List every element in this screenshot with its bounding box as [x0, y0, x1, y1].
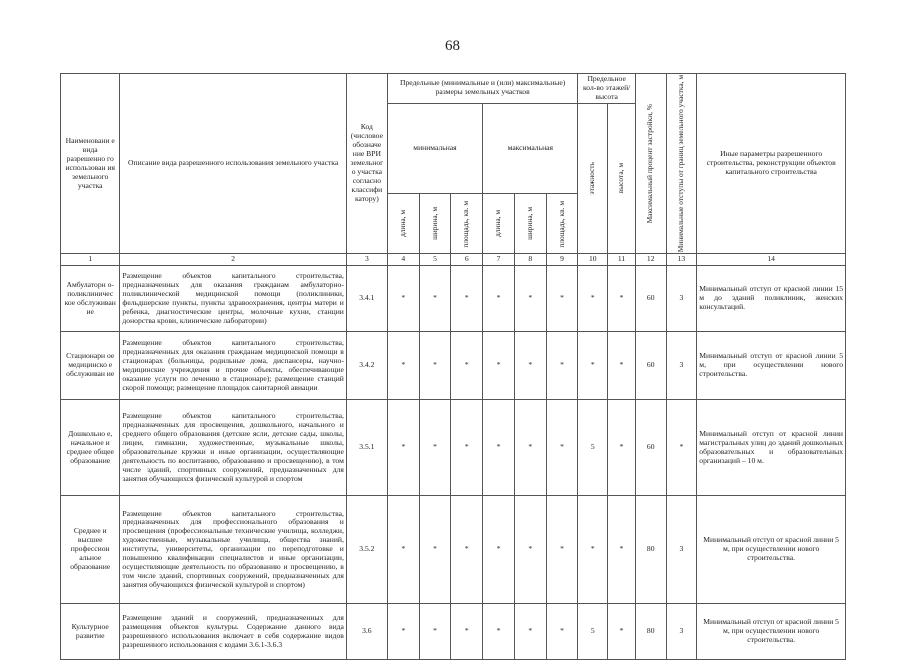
- use-name: Дошкольно е, начальное и среднее общее образование: [61, 400, 120, 496]
- header-maximum: максимальная: [483, 103, 578, 193]
- max-area-cell: *: [546, 266, 578, 332]
- use-code: 3.4.1: [346, 266, 387, 332]
- header-plot-sizes: Предельные (минимальные и (или) максимальные) размеры земельных участков: [387, 74, 578, 104]
- max-length-cell: *: [483, 400, 515, 496]
- max-area-cell: *: [546, 604, 578, 660]
- header-name: Наименовани е вида разрешенно го использован ия земельного участка: [61, 74, 120, 254]
- use-description: Размещение объектов капитального строительства, предназначенных для профессионального образования и просвещения (профессиональные технические училища, колледжи, художественные, музыкальные училища, общества знаний, институты, университеты, организации по переподготовке и повышению квалификации специалистов и иные организации, осуществляющие деятельность по образованию и просвещению, в том числе зданий, спортивных сооружений, предназначенных для занятия обучающихся физической культурой и спортом): [120, 496, 346, 604]
- min-length-cell: *: [387, 400, 419, 496]
- header-max-length: длина, м: [483, 194, 515, 254]
- min-area-cell: *: [451, 332, 483, 400]
- use-code: 3.5.1: [346, 400, 387, 496]
- use-description: Размещение зданий и сооружений, предназначенных для размещения объектов культуры. Содержание данного вида разрешенного использования включает в себя содержание видов разрешенного использования с кодами 3.6.1-3.6.3: [120, 604, 346, 660]
- min-length-cell: *: [387, 604, 419, 660]
- header-min-length: длина, м: [387, 194, 419, 254]
- min-area-cell: *: [451, 266, 483, 332]
- header-storeys: этажность: [578, 103, 608, 253]
- column-number: 14: [697, 254, 846, 266]
- coverage-cell: 60: [635, 266, 666, 332]
- column-number: 13: [666, 254, 697, 266]
- use-description: Размещение объектов капитального строительства, предназначенных для оказания гражданам амбулаторно-поликлинической медицинской помощи (поликлиники, фельдшерские пункты, пункты здравоохранения, центры матери и ребенка, диагностические центры, молочные кухни, станции донорства крови, клинические лаборатории): [120, 266, 346, 332]
- max-length-cell: *: [483, 604, 515, 660]
- other-params-cell: Минимальный отступ от красной линии 5 м, при осуществлении нового строительства.: [697, 496, 846, 604]
- storeys-cell: 5: [578, 604, 608, 660]
- table-row: [61, 400, 846, 496]
- header-description: Описание вида разрешенного использования земельного участка: [120, 74, 346, 254]
- use-name: Среднее и высшее профессион альное образование: [61, 496, 120, 604]
- header-setback: Минимальные отступы от границ земельного участка, м: [666, 74, 697, 254]
- setback-cell: 3: [666, 266, 697, 332]
- max-length-cell: *: [483, 496, 515, 604]
- use-name: Стационарн ое медицинско е обслуживан ие: [61, 332, 120, 400]
- column-number: 2: [120, 254, 346, 266]
- header-code: Код (числовое обозначе ние ВРИ земельног о участка согласно классифи катору): [346, 74, 387, 254]
- height-cell: *: [608, 332, 636, 400]
- use-name: Амбулаторн о- поликлиничес кое обслуживан ие: [61, 266, 120, 332]
- other-params-cell: Минимальный отступ от красной линии 5 м, при осуществлении нового строительства.: [697, 332, 846, 400]
- height-cell: *: [608, 604, 636, 660]
- header-other: Иные параметры разрешенного строительства, реконструкции объектов капитального строительства: [697, 74, 846, 254]
- header-max-area: площадь, кв. м: [546, 194, 578, 254]
- height-cell: *: [608, 496, 636, 604]
- page-number: 68: [445, 38, 460, 54]
- min-area-cell: *: [451, 496, 483, 604]
- other-params-cell: Минимальный отступ от красной линии 15 м до зданий поликлиник, женских консультаций.: [697, 266, 846, 332]
- header-max-width: ширина, м: [514, 194, 546, 254]
- storeys-cell: 5: [578, 400, 608, 496]
- column-number: 9: [546, 254, 578, 266]
- max-area-cell: *: [546, 496, 578, 604]
- table-row: [61, 496, 846, 604]
- storeys-cell: *: [578, 266, 608, 332]
- coverage-cell: 60: [635, 400, 666, 496]
- max-width-cell: *: [514, 400, 546, 496]
- table-row: [61, 266, 846, 332]
- coverage-cell: 80: [635, 496, 666, 604]
- min-length-cell: *: [387, 332, 419, 400]
- setback-cell: 3: [666, 496, 697, 604]
- min-width-cell: *: [419, 332, 451, 400]
- column-number: 6: [451, 254, 483, 266]
- column-number: 12: [635, 254, 666, 266]
- coverage-cell: 80: [635, 604, 666, 660]
- setback-cell: *: [666, 400, 697, 496]
- header-floors: Предельное кол-во этажей/ высота: [578, 74, 635, 104]
- column-number: 1: [61, 254, 120, 266]
- coverage-cell: 60: [635, 332, 666, 400]
- regulations-table: [60, 73, 846, 660]
- column-number: 4: [387, 254, 419, 266]
- setback-cell: 3: [666, 332, 697, 400]
- max-length-cell: *: [483, 332, 515, 400]
- use-code: 3.5.2: [346, 496, 387, 604]
- column-number: 3: [346, 254, 387, 266]
- use-description: Размещение объектов капитального строительства, предназначенных для просвещения, дошкольного, начального и среднего общего образования (детские ясли, детские сады, школы, лицеи, гимназии, художественные, музыкальные школы, образовательные кружки и иные организации, осуществляющие деятельность по воспитанию, образованию и просвещению), в том числе зданий, спортивных сооружений, предназначенных для занятия обучающихся физической культурой и спортом: [120, 400, 346, 496]
- max-area-cell: *: [546, 332, 578, 400]
- max-length-cell: *: [483, 266, 515, 332]
- header-height: высота, м: [608, 103, 636, 253]
- min-width-cell: *: [419, 496, 451, 604]
- use-name: Культурное развитие: [61, 604, 120, 660]
- use-code: 3.4.2: [346, 332, 387, 400]
- height-cell: *: [608, 400, 636, 496]
- max-width-cell: *: [514, 496, 546, 604]
- header-coverage: Максимальный процент застройки, %: [635, 74, 666, 254]
- use-description: Размещение объектов капитального строительства, предназначенных для оказания гражданам медицинской помощи в стационарах (больницы, родильные дома, диспансеры, научно-медицинские учреждения и прочие объекты, обеспечивающие оказание услуги по лечению в стационаре); размещение станций скорой помощи; размещение площадок санитарной авиации: [120, 332, 346, 400]
- max-width-cell: *: [514, 332, 546, 400]
- min-length-cell: *: [387, 496, 419, 604]
- column-number: 7: [483, 254, 515, 266]
- table-row: [61, 332, 846, 400]
- min-area-cell: *: [451, 400, 483, 496]
- min-length-cell: *: [387, 266, 419, 332]
- header-min-width: ширина, м: [419, 194, 451, 254]
- header-min-area: площадь, кв. м: [451, 194, 483, 254]
- column-number: 5: [419, 254, 451, 266]
- column-number: 11: [608, 254, 636, 266]
- column-number: 8: [514, 254, 546, 266]
- min-width-cell: *: [419, 604, 451, 660]
- height-cell: *: [608, 266, 636, 332]
- storeys-cell: *: [578, 332, 608, 400]
- min-width-cell: *: [419, 400, 451, 496]
- column-number: 10: [578, 254, 608, 266]
- max-width-cell: *: [514, 266, 546, 332]
- storeys-cell: *: [578, 496, 608, 604]
- max-area-cell: *: [546, 400, 578, 496]
- min-area-cell: *: [451, 604, 483, 660]
- other-params-cell: Минимальный отступ от красной линии 5 м, при осуществлении нового строительства.: [697, 604, 846, 660]
- column-number-row: [61, 254, 846, 266]
- max-width-cell: *: [514, 604, 546, 660]
- setback-cell: 3: [666, 604, 697, 660]
- header-minimum: минимальная: [387, 103, 482, 193]
- table-row: [61, 604, 846, 660]
- use-code: 3.6: [346, 604, 387, 660]
- min-width-cell: *: [419, 266, 451, 332]
- other-params-cell: Минимальный отступ от красной линии магистральных улиц до зданий дошкольных образовательных и образовательных организаций – 10 м.: [697, 400, 846, 496]
